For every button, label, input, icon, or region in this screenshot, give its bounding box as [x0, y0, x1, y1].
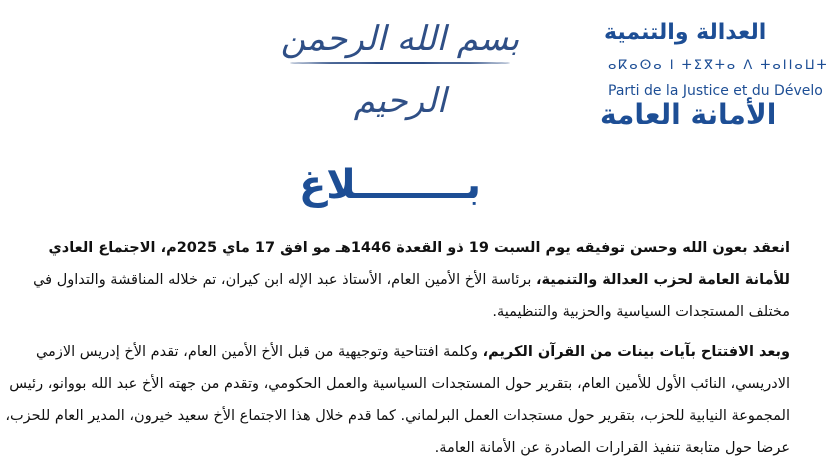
- paragraph-2-text: وكلمة افتتاحية وتوجيهية من قبل الأخ الأمين العام، تقدم الأخ إدريس الازمي الادريسي، النائب الأول للأمين العام، بتقرير حول المستجدات السياسية والعمل الحكومي، وتقدم من جهته الأخ عبد الله بووانو، رئيس المجموعة النيابية للحزب، بتقرير حول مستجدات العمل البرلماني. كما قدم خلال هذا الاجتماع الأخ سعيد خيرون، المدير العام للحزب، عرضا حول متابعة تنفيذ القرارات الصادرة عن الأمانة العامة.: [5, 344, 790, 456]
- secretariat-general-title: الأمانة العامة: [600, 98, 777, 131]
- bismillah-calligraphy: [280, 8, 520, 121]
- calligraphy-flourish: [290, 62, 510, 64]
- communique-body: [0, 232, 790, 472]
- party-name-tifinagh: ⴰⴽⴰⵙⴰ ⵏ ⵜⵉⴳⵜⴰ ⴷ ⵜⴰⵏⵏⴰⵡⵜ: [608, 58, 829, 73]
- party-logo-block: [600, 12, 829, 132]
- paragraph-1: [0, 232, 790, 328]
- paragraph-2-lead: وبعد الافتتاح بآيات بينات من القرآن الكريم،: [482, 344, 790, 360]
- paragraph-1-text: برئاسة الأخ الأمين العام، الأستاذ عبد الإله ابن كيران، تم خلاله المناقشة والتداول في مختلف المستجدات السياسية والحزبية والتنظيمية.: [33, 272, 790, 320]
- paragraph-2: [0, 336, 790, 464]
- party-name-arabic: العدالة والتنمية: [604, 20, 767, 45]
- bismillah-text: بسم الله الرحمن الرحيم: [280, 19, 520, 121]
- party-name-french: Parti de la Justice et du Dévelo: [608, 83, 823, 99]
- paragraph-1-lead: انعقد بعون الله وحسن توفيقه يوم السبت 19 ذو القعدة 1446هـ مو افق 17 ماي 2025م، الاجتماع العادي للأمانة العامة لحزب العدالة والتنمية،: [48, 240, 790, 288]
- communique-title: بــــــــلاغ: [298, 162, 482, 208]
